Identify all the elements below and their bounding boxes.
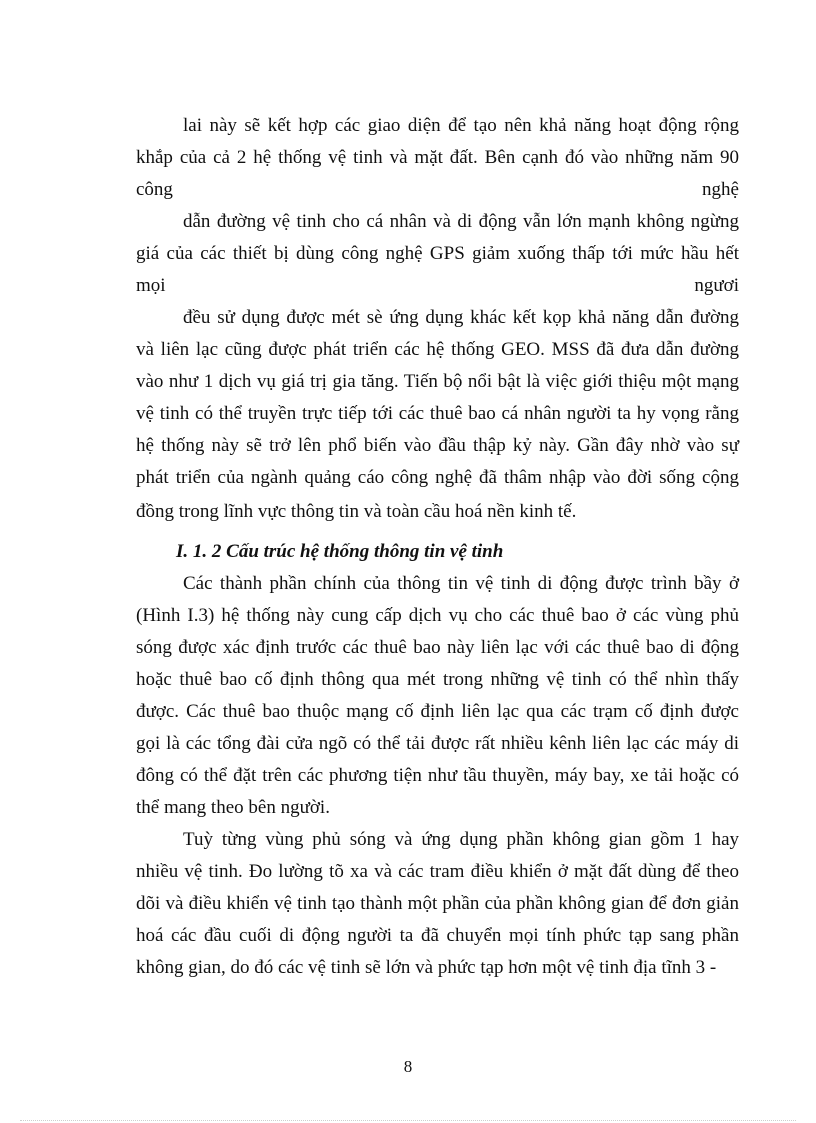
paragraph-line: thể mang theo bên người. — [136, 797, 330, 818]
paragraph-line: và liên lạc cũng được phát triển các hệ thống GEO. MSS đã đưa dẫn đường — [136, 339, 739, 360]
paragraph-line: đồng trong lĩnh vực thông tin và toàn cầu hoá nền kinh tế. — [136, 501, 577, 522]
paragraph-line: giá của các thiết bị dùng công nghệ GPS giảm xuống thấp tới mức hầu hết — [136, 243, 739, 264]
paragraph-line: không gian, do đó các vệ tinh sẽ lớn và phức tạp hơn một vệ tinh địa tĩnh 3 - — [136, 957, 717, 978]
paragraph-line: hệ thống này sẽ trở lên phổ biến vào đầu thập kỷ này. Gần đây nhờ vào sự — [136, 435, 739, 456]
paragraph-line: đông có thể đặt trên các phương tiện như tầu thuyền, máy bay, xe tải hoặc có — [136, 765, 739, 786]
paragraph-line: vệ tinh có thể truyền trực tiếp tới các thuê bao cá nhân người ta hy vọng rằng — [136, 403, 739, 424]
page-number: 8 — [403, 1057, 413, 1076]
section-heading: I. 1. 2 Cấu trúc hệ thống thông tin vệ tinh — [176, 541, 504, 562]
page-bottom-divider — [20, 1120, 796, 1121]
paragraph-line: dõi và điều khiển vệ tinh tạo thành một phần của phần không gian để đơn giản — [136, 893, 739, 914]
paragraph-line: gọi là các tổng đài cửa ngõ có thể tải được rất nhiều kênh liên lạc các máy di — [136, 733, 739, 754]
paragraph-line: (Hình I.3) hệ thống này cung cấp dịch vụ cho các thuê bao ở các vùng phủ — [136, 605, 739, 626]
paragraph-line: dẫn đường vệ tinh cho cá nhân và di động vẫn lớn mạnh không ngừng — [183, 211, 739, 232]
paragraph-line: vào như 1 dịch vụ giá trị gia tăng. Tiến bộ nổi bật là việc giới thiệu một mạng — [136, 371, 739, 392]
paragraph-line: hoặc thuê bao cố định thông qua mét trong những vệ tinh có thể nhìn thấy — [136, 669, 739, 690]
paragraph-line: hoá các đầu cuối di động người ta đã chuyển mọi tính phức tạp sang phần — [136, 925, 739, 946]
paragraph-line: Các thành phần chính của thông tin vệ tinh di động được trình bầy ở — [183, 573, 739, 594]
paragraph-line: được. Các thuê bao thuộc mạng cố định liên lạc qua các trạm cố định được — [136, 701, 739, 722]
paragraph-line: lai này sẽ kết hợp các giao diện để tạo nên khả năng hoạt động rộng — [183, 115, 739, 136]
paragraph-line: nhiều vệ tinh. Đo lường tõ xa và các tram điều khiển ở mặt đất dùng để theo — [136, 861, 739, 882]
paragraph-line: khắp của cả 2 hệ thống vệ tinh và mặt đất. Bên cạnh đó vào những năm 90 — [136, 147, 739, 168]
paragraph-line: mọi ngươi — [136, 275, 739, 296]
paragraph-line: đều sử dụng được mét sè ứng dụng khác kết kọp khả năng dẫn đường — [183, 307, 739, 328]
paragraph-line: công nghệ — [136, 179, 739, 200]
paragraph-line: phát triển của ngành quảng cáo công nghệ đã thâm nhập vào đời sống cộng — [136, 467, 739, 488]
paragraph-line: Tuỳ từng vùng phủ sóng và ứng dụng phần không gian gồm 1 hay — [183, 829, 739, 850]
paragraph-line: sóng được xác định trước các thuê bao này liên lạc với các thuê bao di động — [136, 637, 739, 658]
